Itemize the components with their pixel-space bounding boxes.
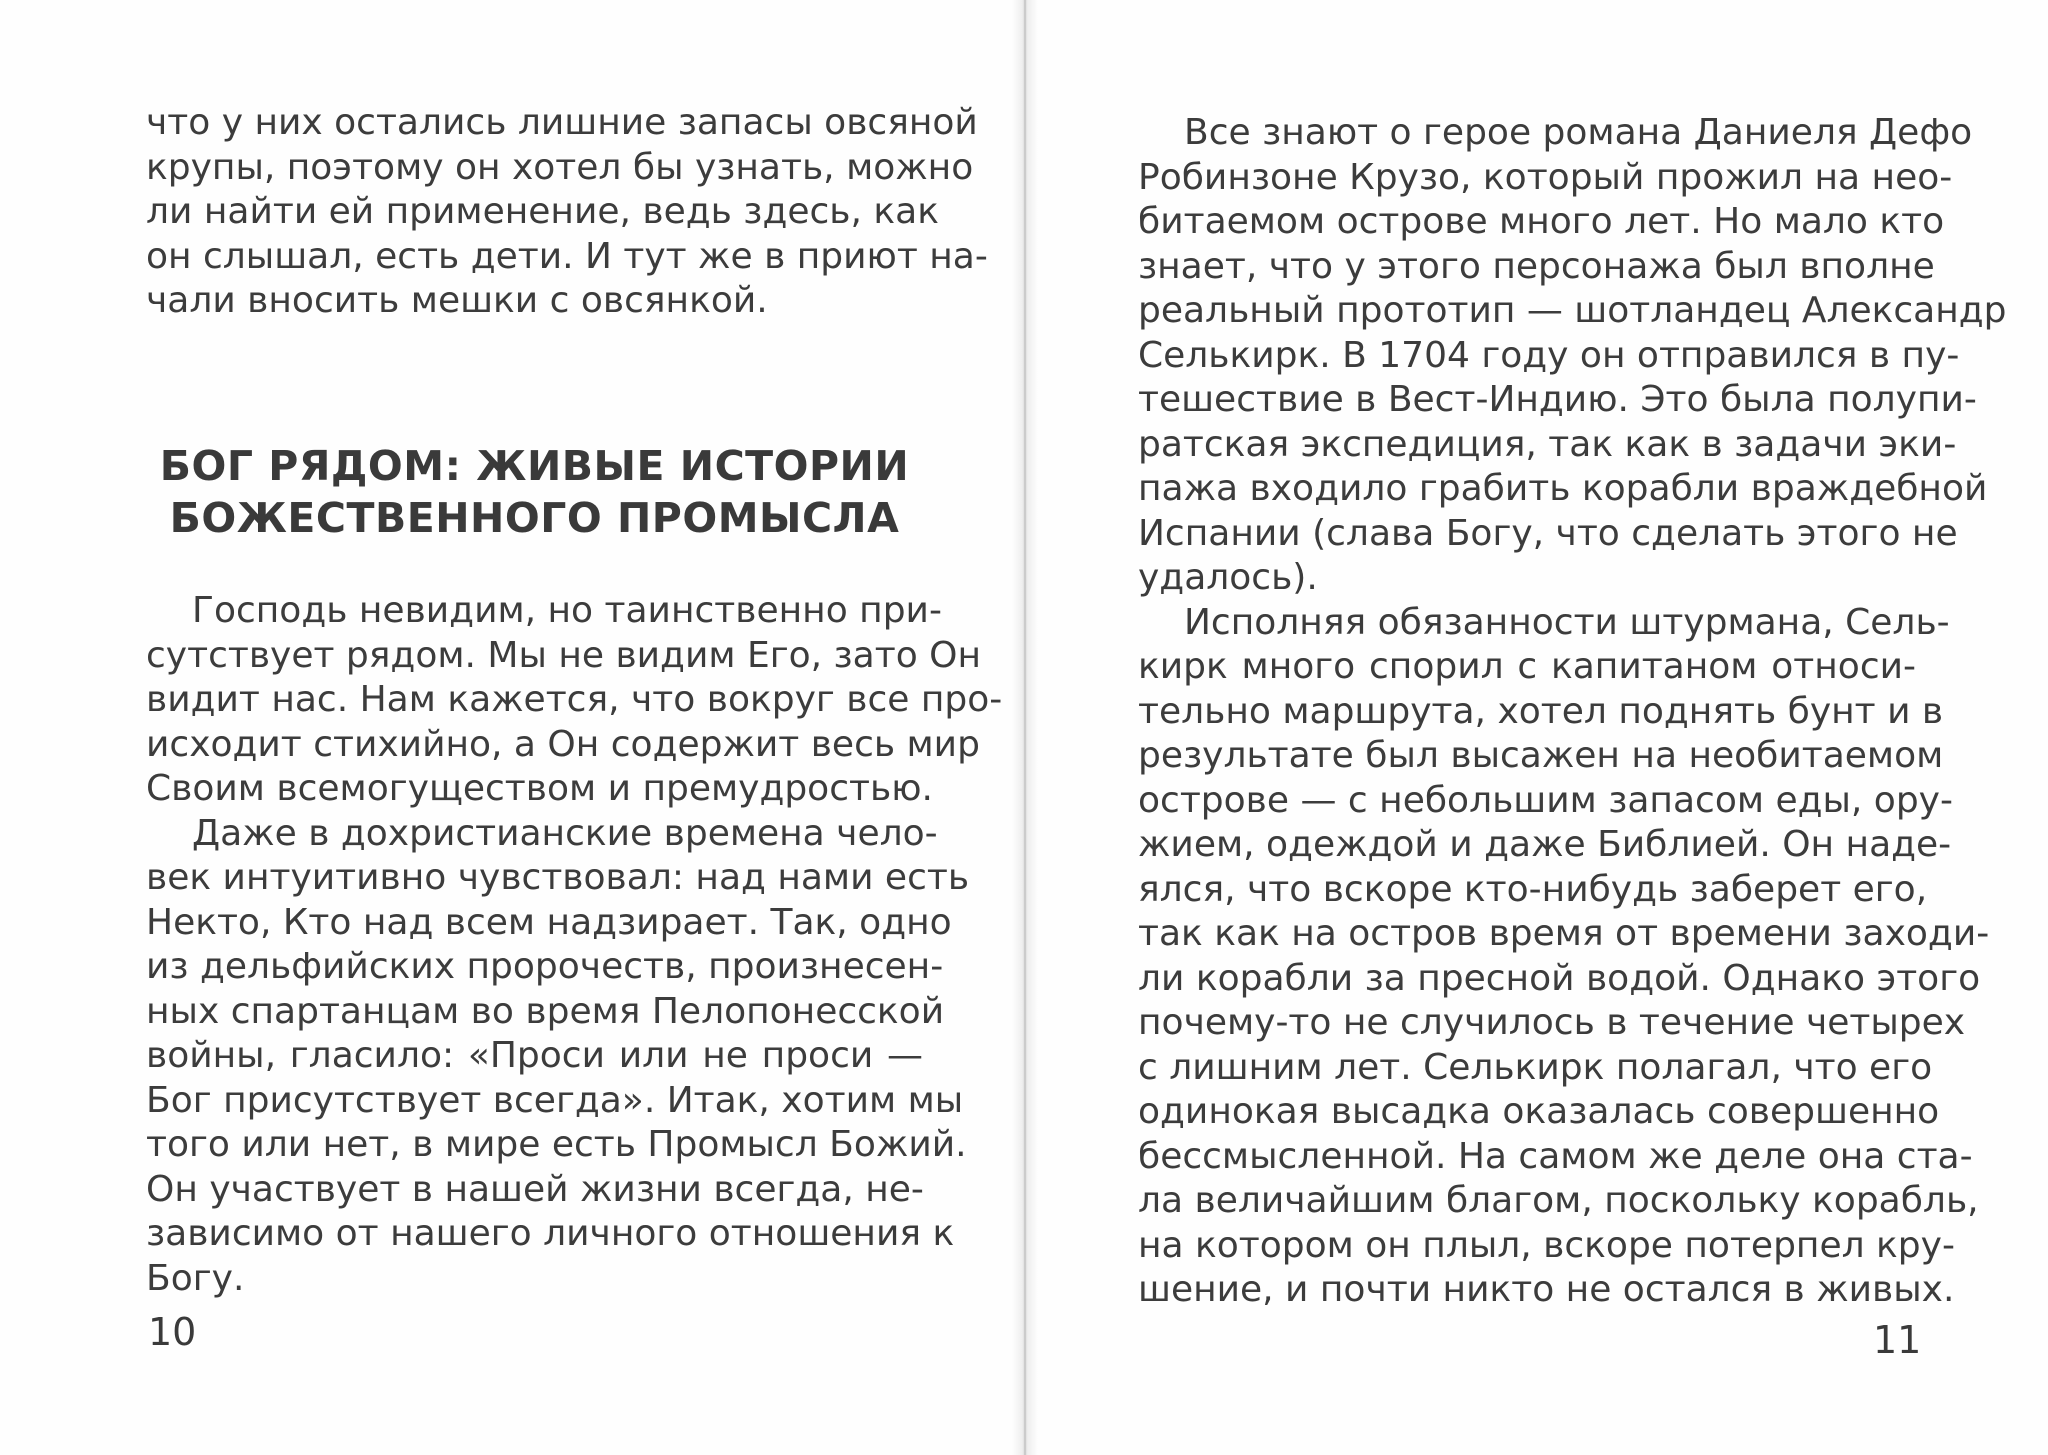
left-top-paragraph — [146, 101, 988, 324]
text-line: Господь невидим, но таинственно при- — [192, 590, 942, 631]
text-line: так как на остров время от времени заходи- — [1138, 913, 1990, 954]
text-line: ратская экспедиция, так как в задачи эки- — [1138, 423, 1957, 465]
heading-line: БОЖЕСТВЕННОГО ПРОМЫСЛА — [169, 494, 900, 542]
text-line: крупы, поэтому он хотел бы узнать, можно — [146, 146, 974, 188]
text-line: кирк много спорил с капитаном относи- — [1138, 646, 1916, 687]
text-line: результате был высажен на необитаемом — [1138, 735, 1944, 776]
text-line: пажа входило грабить корабли враждебной — [1138, 468, 1988, 509]
text-line: ла величайшим благом, поскольку корабль, — [1138, 1180, 1979, 1221]
text-line: Селькирк. В 1704 году он отправился в пу- — [1138, 334, 1960, 376]
text-line: зависимо от нашего личного отношения к — [146, 1213, 955, 1254]
text-line: тельно маршрута, хотел поднять бунт и в — [1138, 690, 1944, 732]
text-line: видит нас. Нам кажется, что вокруг все про- — [146, 679, 1003, 720]
text-line: Богу. — [146, 1257, 245, 1299]
text-line: Испании (слава Богу, что сделать этого не — [1138, 512, 1958, 554]
text-line: чали вносить мешки с овсянкой. — [146, 280, 768, 321]
text-line: Он участвует в нашей жизни всегда, не- — [146, 1168, 924, 1210]
text-line: шение, и почти никто не остался в живых. — [1138, 1269, 1955, 1310]
text-line: век интуитивно чувствовал: над нами есть — [146, 857, 970, 898]
text-line: Своим всемогуществом и премудростью. — [146, 768, 933, 809]
text-line: того или нет, в мире есть Промысл Божий. — [146, 1124, 967, 1165]
text-line: жием, одеждой и даже Библией. Он наде- — [1138, 824, 1952, 865]
section-heading — [146, 440, 923, 544]
left-page — [0, 0, 1018, 1455]
left-body-text — [146, 589, 1003, 1301]
text-line: он слышал, есть дети. И тут же в приют на- — [146, 235, 988, 277]
page-number-left: 10 — [148, 1310, 197, 1354]
text-line: из дельфийских пророчеств, произнесен- — [146, 946, 944, 987]
text-line: Даже в дохристианские времена чело- — [192, 812, 938, 854]
text-line: острове — с небольшим запасом еды, ору- — [1138, 779, 1953, 821]
gutter-fold-line — [1024, 0, 1026, 1455]
text-line: с лишним лет. Селькирк полагал, что его — [1138, 1046, 1933, 1088]
heading-line: БОГ РЯДОМ: ЖИВЫЕ ИСТОРИИ — [159, 442, 910, 490]
text-line: исходит стихийно, а Он содержит весь мир — [146, 723, 980, 765]
text-line: Некто, Кто над всем надзирает. Так, одно — [146, 901, 952, 943]
text-line: ялся, что вскоре кто-нибудь заберет его, — [1138, 868, 1928, 910]
text-line: ных спартанцам во время Пелопонесской — [146, 990, 945, 1032]
text-line: Бог присутствует всегда». Итак, хотим мы — [146, 1079, 964, 1121]
text-line: Робинзоне Крузо, который прожил на нео- — [1138, 156, 1953, 198]
text-line: сутствует рядом. Мы не видим Его, зато Он — [146, 634, 982, 676]
text-line: что у них остались лишние запасы овсяной — [146, 102, 978, 143]
text-line: бессмысленной. На самом же деле она ста- — [1138, 1135, 1973, 1177]
text-line: удалось). — [1138, 557, 1318, 598]
text-line: Исполняя обязанности штурмана, Сель- — [1184, 601, 1950, 643]
text-line: реальный прототип — шотландец Александр — [1138, 290, 2007, 331]
text-line: на котором он плыл, вскоре потерпел кру- — [1138, 1224, 1955, 1266]
text-line: битаемом острове много лет. Но мало кто — [1138, 201, 1945, 242]
text-line: знает, что у этого персонажа был вполне — [1138, 245, 1935, 287]
text-line: почему-то не случилось в течение четырех — [1138, 1002, 1966, 1043]
text-line: войны, гласило: «Проси или не проси — — [146, 1035, 923, 1076]
text-line: ли найти ей применение, ведь здесь, как — [146, 191, 939, 232]
text-line: одинокая высадка оказалась совершенно — [1138, 1091, 1940, 1132]
text-line: Все знают о герое романа Даниеля Дефо — [1184, 112, 1973, 153]
text-line: ли корабли за пресной водой. Однако этого — [1138, 957, 1981, 999]
text-line: тешествие в Вест-Индию. Это была полупи- — [1138, 379, 1977, 420]
page-number-right: 11 — [1873, 1318, 1922, 1362]
right-body-text — [1138, 111, 2007, 1313]
